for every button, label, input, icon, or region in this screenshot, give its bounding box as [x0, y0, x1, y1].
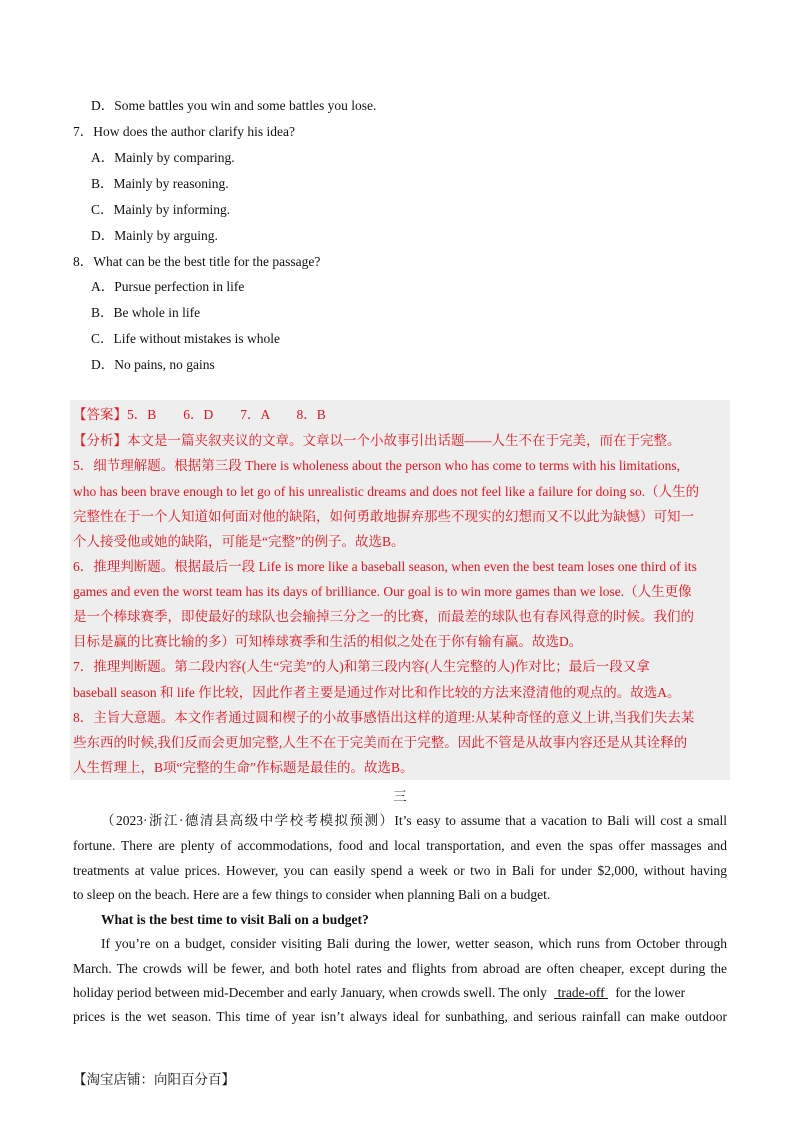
passage-text: for the lower: [615, 985, 686, 1000]
analysis-line: who has been brave enough to let go of his unrealistic dreams and does not feel like a failure for doing so.（人生的: [73, 484, 700, 499]
underlined-word: trade-off: [557, 985, 605, 1000]
passage-line: treatments at value prices. However, you can easily spend a week or two in Bali for under $2,000, without having: [73, 863, 727, 878]
q8-option-a: A．Pursue perfection in life: [91, 279, 245, 294]
passage-line: fortune. There are plenty of accommodations, food and local transportation, and even the spas offer massages and: [73, 838, 727, 853]
analysis-line: 目标是赢的比赛比输的多）可知棒球赛季和生活的相似之处在于你有输有赢。故选D。: [73, 634, 583, 649]
analysis-line: 8．主旨大意题。本文作者通过圆和楔子的小故事感悟出这样的道理:从某种奇怪的意义上讲,当我们失去某: [73, 710, 695, 725]
analysis-line: 5．细节理解题。根据第三段 There is wholeness about the person who has come to terms with his limitations,: [73, 458, 681, 473]
passage-line: March. The crowds will be fewer, and both hotel rates and flights from abroad are often cheaper, except during the: [73, 961, 727, 976]
analysis-line: 7．推理判断题。第二段内容(人生“完美”的人)和第三段内容(人生完整的人)作对比；最后一段又拿: [73, 659, 650, 674]
analysis-line: 人生哲理上，B项“完整的生命”作标题是最佳的。故选B。: [73, 760, 414, 775]
section-number: 三: [393, 789, 407, 804]
passage-line: [73, 983, 727, 1003]
analysis-line: baseball season 和 life 作比较，因此作者主要是通过作对比和作比较的方法来澄清他的观点的。故选A。: [73, 685, 681, 700]
q7-option-d: D．Mainly by arguing.: [91, 228, 218, 243]
q7-option-b: B．Mainly by reasoning.: [91, 176, 229, 191]
analysis-line: 完整性在于一个人知道如何面对他的缺陷，如何勇敢地摒弃那些不现实的幻想而又不以此为缺憾）可知一: [73, 509, 694, 524]
q8-stem: 8．What can be the best title for the passage?: [73, 254, 321, 269]
q8-option-b: B．Be whole in life: [91, 305, 201, 320]
q8-option-d: D．No pains, no gains: [91, 357, 215, 372]
passage-text: holiday period between mid-December and early January, when crowds swell. The only: [73, 985, 547, 1000]
passage-line: （2023·浙江·德清县高级中学校考模拟预测）It’s easy to assume that a vacation to Bali will cost a small: [101, 813, 727, 828]
q8-option-c: C．Life without mistakes is whole: [91, 331, 280, 346]
analysis-line: 【分析】本文是一篇夹叙夹议的文章。文章以一个小故事引出话题——人生不在于完美，而在于完整。: [73, 433, 681, 448]
analysis-line: 个人接受他或她的缺陷，可能是“完整”的例子。故选B。: [73, 534, 405, 549]
analysis-line: 些东西的时候,我们反而会更加完整,人生不在于完美而在于完整。因此不管是从故事内容还是从其诠释的: [73, 735, 688, 750]
passage-line: prices is the wet season. This time of year isn’t always ideal for sunbathing, and serious rainfall can make outdoor: [73, 1009, 727, 1024]
analysis-line: 是一个棒球赛季，即使最好的球队也会输掉三分之一的比赛，而最差的球队也有春风得意的时候。我们的: [73, 609, 694, 624]
answer-key: 【答案】5．B 6．D 7．A 8．B: [73, 407, 326, 422]
footer-shop-name: 【淘宝店铺：向阳百分百】: [73, 1072, 235, 1087]
passage-line: to sleep on the beach. Here are a few things to consider when planning Bali on a budget.: [73, 887, 551, 902]
analysis-line: 6．推理判断题。根据最后一段 Life is more like a baseball season, when even the best team loses one third of its: [73, 559, 697, 574]
section-heading: What is the best time to visit Bali on a budget?: [101, 912, 369, 927]
q7-stem: 7．How does the author clarify his idea?: [73, 124, 295, 139]
q7-option-c: C．Mainly by informing.: [91, 202, 231, 217]
q6-option-d: D．Some battles you win and some battles you lose.: [91, 98, 377, 113]
passage-line: If you’re on a budget, consider visiting Bali during the lower, wetter season, which runs from October through: [101, 936, 727, 951]
q7-option-a: A．Mainly by comparing.: [91, 150, 235, 165]
analysis-line: games and even the worst team has its days of brilliance. Our goal is to win more games than we lose.（人生更像: [73, 584, 692, 599]
